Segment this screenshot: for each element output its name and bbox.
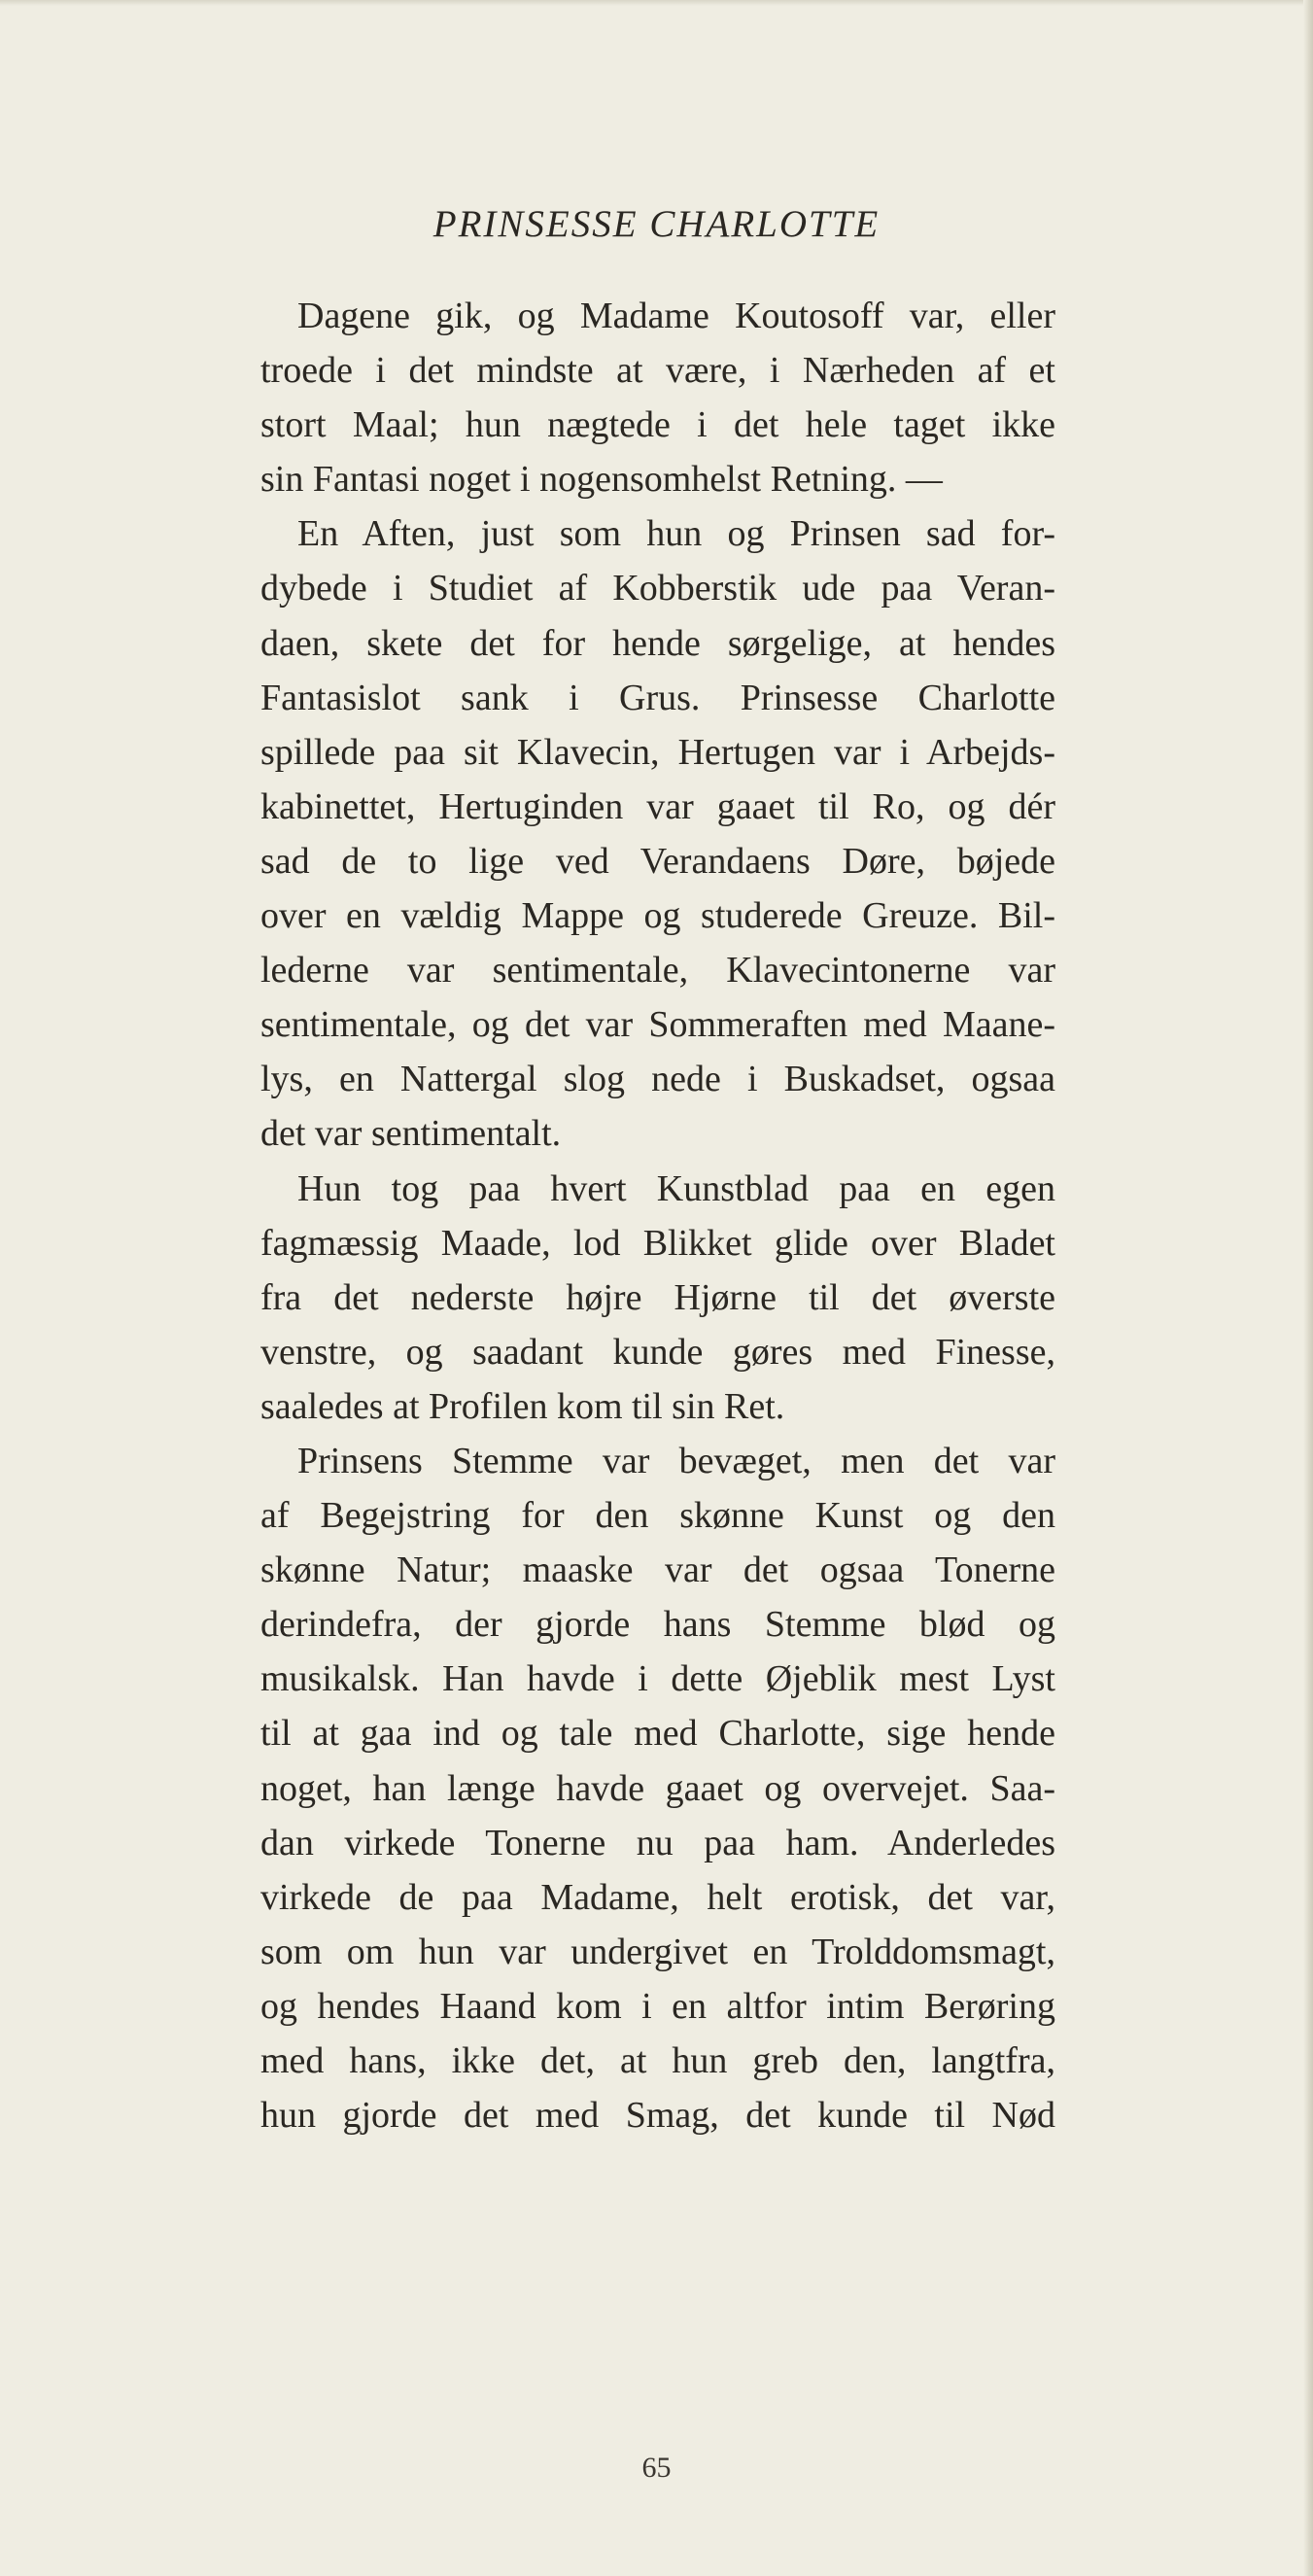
text-line: troede i det mindste at være, i Nærheden af et bbox=[260, 350, 1055, 392]
text-line: derindefra, der gjorde hans Stemme blød og bbox=[260, 1604, 1055, 1646]
text-line: fra det nederste højre Hjørne til det øverste bbox=[260, 1276, 1055, 1318]
text-line: af Begejstring for den skønne Kunst og den bbox=[260, 1495, 1055, 1537]
text-line: sentimentale, og det var Sommeraften med Maane- bbox=[260, 1004, 1055, 1046]
text-line: stort Maal; hun nægtede i det hele taget ikke bbox=[260, 404, 1055, 446]
text-line: Dagene gik, og Madame Koutosoff var, eller bbox=[297, 296, 1055, 336]
text-line: kabinettet, Hertuginden var gaaet til Ro, og dér bbox=[260, 785, 1055, 827]
text-line: fagmæssig Maade, lod Blikket glide over Bladet bbox=[260, 1222, 1055, 1264]
text-line: skønne Natur; maaske var det ogsaa Tonerne bbox=[260, 1549, 1055, 1591]
text-line: med hans, ikke det, at hun greb den, langtfra, bbox=[260, 2040, 1055, 2081]
text-line: lederne var sentimentale, Klavecintonerne var bbox=[260, 950, 1055, 992]
text-line: det var sentimentalt. bbox=[260, 1113, 562, 1155]
text-line: virkede de paa Madame, helt erotisk, det var, bbox=[260, 1876, 1055, 1918]
text-line: En Aften, just som hun og Prinsen sad for- bbox=[297, 513, 1055, 555]
text-line: sad de to lige ved Verandaens Døre, bøjede bbox=[260, 840, 1055, 882]
text-line: saaledes at Profilen kom til sin Ret. bbox=[260, 1385, 785, 1427]
scan-edge-top bbox=[0, 0, 1313, 6]
text-line: noget, han længe havde gaaet og overvejet. Saa- bbox=[260, 1767, 1055, 1809]
page-number: 65 bbox=[641, 2452, 672, 2484]
text-line: daen, skete det for hende sørgelige, at hendes bbox=[260, 622, 1055, 664]
text-line: hun gjorde det med Smag, det kunde til Nød bbox=[260, 2095, 1055, 2137]
running-title: PRINSESSE CHARLOTTE bbox=[432, 203, 881, 245]
body-text bbox=[260, 289, 1055, 2142]
text-line: Hun tog paa hvert Kunstblad paa en egen bbox=[297, 1167, 1055, 1209]
text-line: sin Fantasi noget i nogensomhelst Retning. — bbox=[260, 459, 943, 501]
text-line: venstre, og saadant kunde gøres med Finesse, bbox=[260, 1331, 1055, 1373]
text-line: dybede i Studiet af Kobberstik ude paa Veran- bbox=[260, 568, 1055, 609]
scan-edge-right bbox=[1303, 0, 1313, 2576]
text-line: Fantasislot sank i Grus. Prinsesse Charlotte bbox=[260, 677, 1055, 718]
text-line: som om hun var undergivet en Trolddomsmagt, bbox=[260, 1931, 1055, 1972]
text-line: til at gaa ind og tale med Charlotte, sige hende bbox=[260, 1713, 1055, 1755]
text-line: over en vældig Mappe og studerede Greuze. Bil- bbox=[260, 895, 1055, 937]
text-line: Prinsens Stemme var bevæget, men det var bbox=[297, 1440, 1055, 1481]
text-line: og hendes Haand kom i en altfor intim Berøring bbox=[260, 1985, 1055, 2027]
text-line: spillede paa sit Klavecin, Hertugen var i Arbejds- bbox=[260, 731, 1055, 773]
text-line: musikalsk. Han havde i dette Øjeblik mest Lyst bbox=[260, 1658, 1055, 1700]
text-line: dan virkede Tonerne nu paa ham. Anderledes bbox=[260, 1822, 1055, 1863]
text-line: lys, en Nattergal slog nede i Buskadset, ogsaa bbox=[260, 1059, 1055, 1100]
